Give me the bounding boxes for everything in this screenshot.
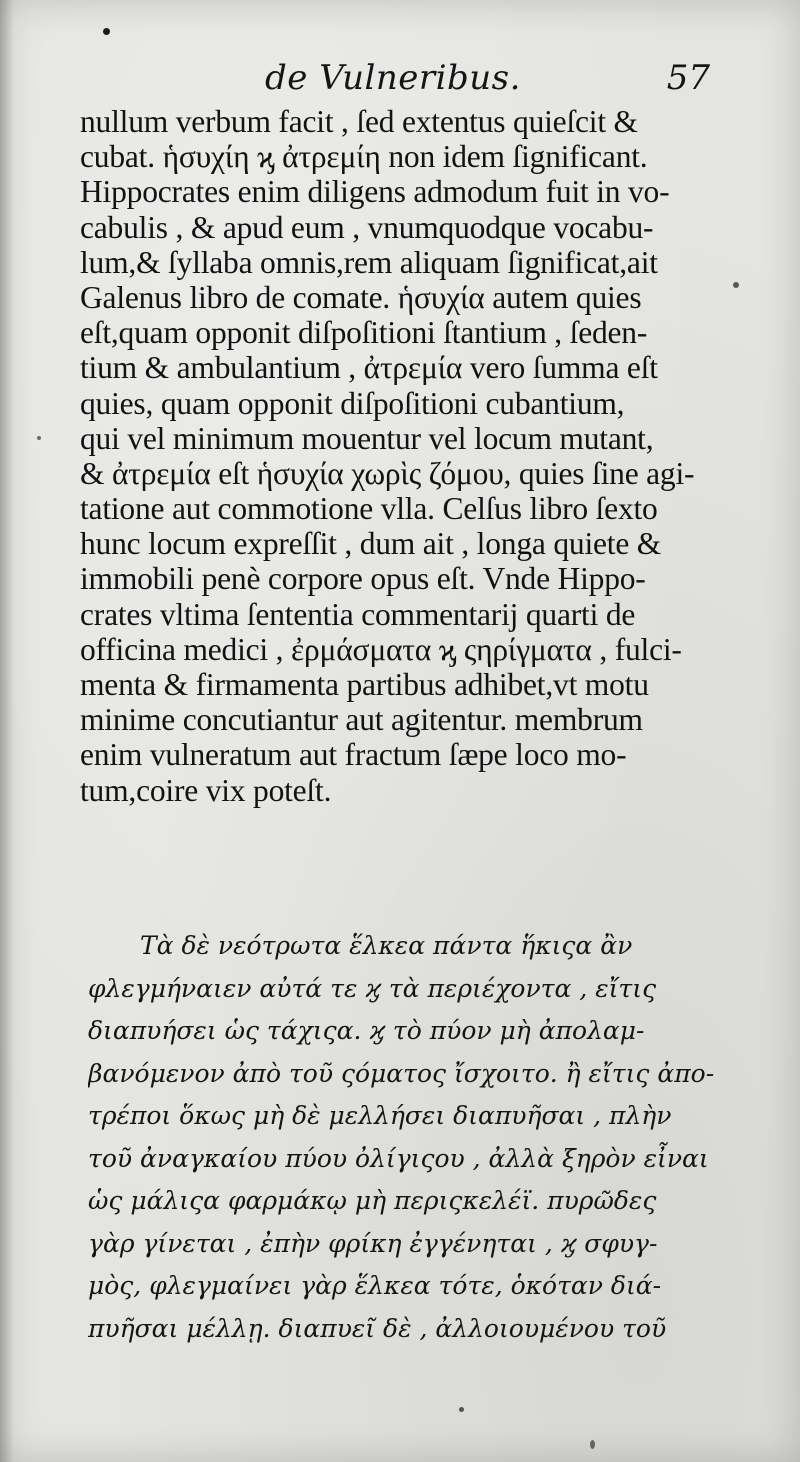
text-line: tum,coire vix poteſt.: [80, 772, 332, 808]
text-line: lum,& ſyllaba omnis,rem aliquam ſignificat,ait: [80, 244, 658, 280]
ink-speck: [103, 28, 110, 35]
text-line: immobili penè corpore opus eſt. Vnde Hippo-: [80, 561, 646, 597]
page-edge-shadow: [0, 0, 14, 1462]
text-line: tium & ambulantium , ἀτρεμία vero ſumma eſt: [80, 350, 658, 386]
greek-text-line: πυῆσαι μέλλῃ. διαπυεῖ δὲ , ἀλλοιουμένου τοῦ: [88, 1313, 667, 1343]
greek-text-line: Τὰ δὲ νεότρωτα ἕλκεα πάντα ἥκιςα ἂν: [140, 931, 633, 960]
text-line: crates vltima ſententia commentarij quarti de: [80, 596, 636, 632]
text-line: officina medici , ἐρμάσματα ϗ ςηρίγματα , fulci-: [80, 631, 682, 667]
greek-text-line: ὡς μάλιςα φαρμάκῳ μὴ περιςκελέϊ. πυρῶδες: [88, 1186, 657, 1215]
ink-speck: [733, 282, 739, 288]
running-title: de Vulneribus.: [265, 58, 521, 98]
greek-text-paragraph: [88, 925, 738, 1350]
greek-text-line: τρέποι ὅκως μὴ δὲ μελλήσει διαπυῆσαι , πλὴν: [88, 1101, 672, 1130]
text-line: cabulis , & apud eum , vnumquodque vocabu-: [80, 209, 654, 245]
text-line: menta & firmamenta partibus adhibet,vt motu: [80, 667, 649, 702]
greek-text-line: διαπυήσει ὡς τάχιςα. ϗ τὸ πύον μὴ ἀπολαμ-: [88, 1016, 645, 1045]
page-header: [0, 58, 800, 108]
page-number: 57: [666, 58, 710, 98]
text-line: hunc locum expreſſit , dum ait , longa quiete &: [80, 526, 662, 562]
text-line: quies, quam opponit diſpoſitioni cubantium,: [80, 385, 625, 421]
text-line: Galenus libro de comate. ἡσυχία autem quies: [80, 279, 642, 315]
ink-speck: [459, 1407, 464, 1412]
greek-text-line: φλεγμήναιεν αὐτά τε ϗ τὰ περιέχοντα , εἴτις: [88, 973, 657, 1003]
text-line: & ἀτρεμία eſt ἡσυχία χωρὶς ζόμου, quies ſine agi-: [80, 455, 695, 491]
text-line: minime concutiantur aut agitentur. membrum: [80, 702, 643, 738]
text-line: eſt,quam opponit diſpoſitioni ſtantium , ſeden-: [80, 315, 648, 351]
text-line: cubat. ἡσυχίη ϗ ἀτρεμίη non idem ſignificant.: [80, 139, 648, 175]
greek-text-line: τοῦ ἀναγκαίου πύου ὀλίγιςου , ἀλλὰ ξηρὸν εἶναι: [88, 1143, 709, 1173]
latin-commentary-paragraph: [80, 104, 730, 808]
greek-text-line: βανόμενον ἀπὸ τοῦ ςόματος ἴσχοιτο. ἢ εἴτις ἀπο-: [88, 1058, 715, 1088]
text-line: Hippocrates enim diligens admodum fuit in vo-: [80, 174, 670, 210]
ink-speck: [37, 436, 41, 440]
text-line: nullum verbum facit , ſed extentus quieſcit &: [80, 104, 638, 139]
text-line: qui vel minimum mouentur vel locum mutant,: [80, 420, 654, 456]
ink-speck: [590, 1440, 595, 1449]
greek-text-line: γὰρ γίνεται , ἐπὴν φρίκη ἐγγένηται , ϗ σφυγ-: [88, 1228, 658, 1258]
text-line: enim vulneratum aut fractum ſæpe loco mo-: [80, 737, 627, 773]
text-line: tatione aut commotione vlla. Celſus libro ſexto: [80, 491, 658, 527]
greek-text-line: μὸς, φλεγμαίνει γὰρ ἕλκεα τότε, ὁκόταν διά-: [88, 1271, 662, 1300]
